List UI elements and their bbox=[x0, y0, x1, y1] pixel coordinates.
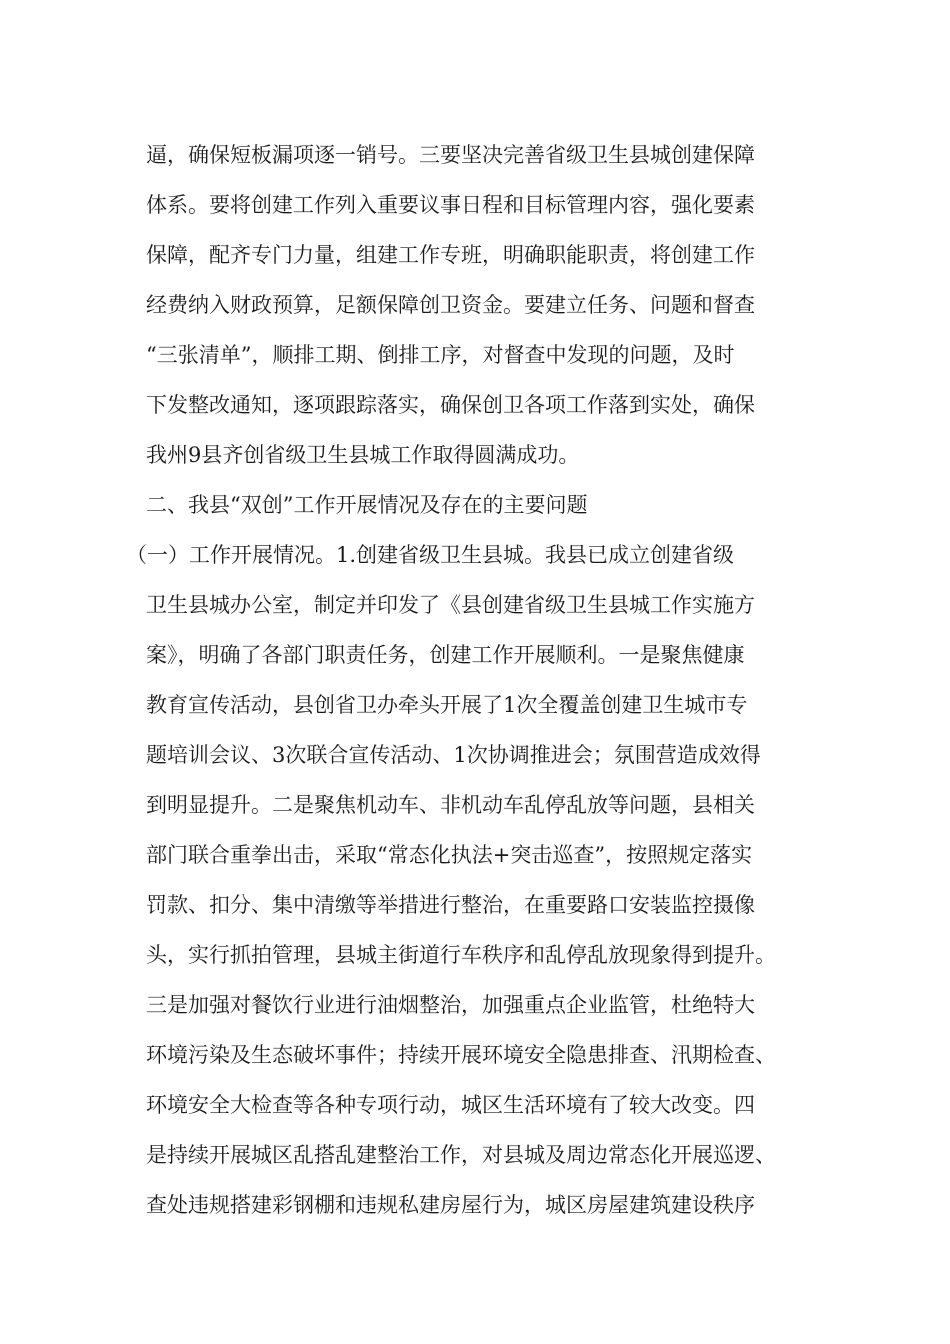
body-line: 到明显提升。二是聚焦机动车、非机动车乱停乱放等问题，县相关 bbox=[146, 793, 755, 817]
body-line: 我州9县齐创省级卫生县城工作取得圆满成功。 bbox=[146, 443, 580, 467]
body-line: 罚款、扣分、集中清缴等举措进行整治，在重要路口安装监控摄像 bbox=[146, 893, 755, 917]
body-line: 环境污染及生态破坏事件；持续开展环境安全隐患排查、汛期检查、 bbox=[146, 1043, 776, 1067]
body-line: “三张清单”，顺排工期、倒排工序，对督查中发现的问题，及时 bbox=[146, 343, 735, 367]
body-line: 卫生县城办公室，制定并印发了《县创建省级卫生县城工作实施方 bbox=[146, 593, 755, 617]
body-line: 保障，配齐专门力量，组建工作专班，明确职能职责，将创建工作 bbox=[146, 243, 755, 267]
body-line: 题培训会议、3次联合宣传活动、1次协调推进会；氛围营造成效得 bbox=[146, 743, 761, 767]
body-line: 教育宣传活动，县创省卫办牵头开展了1次全覆盖创建卫生城市专 bbox=[146, 693, 748, 717]
body-line: 体系。要将创建工作列入重要议事日程和目标管理内容，强化要素 bbox=[146, 193, 755, 217]
body-line: 头，实行抓拍管理，县城主街道行车秩序和乱停乱放现象得到提升。 bbox=[146, 943, 776, 967]
body-line: 三是加强对餐饮行业进行油烟整治，加强重点企业监管，杜绝特大 bbox=[146, 993, 755, 1017]
body-line: 经费纳入财政预算，足额保障创卫资金。要建立任务、问题和督查 bbox=[146, 293, 755, 317]
body-line: 是持续开展城区乱搭乱建整治工作，对县城及周边常态化开展巡逻、 bbox=[146, 1143, 776, 1167]
body-line: 部门联合重拳出击，采取“常态化执法+突击巡查”，按照规定落实 bbox=[146, 843, 753, 867]
body-line: 案》，明确了各部门职责任务，创建工作开展顺利。一是聚焦健康 bbox=[146, 643, 745, 667]
body-line: 环境安全大检查等各种专项行动，城区生活环境有了较大改变。四 bbox=[146, 1093, 755, 1117]
section-heading: 二、我县“双创”工作开展情况及存在的主要问题 bbox=[146, 493, 588, 517]
document-body bbox=[126, 130, 826, 1230]
body-line: 逼，确保短板漏项逐一销号。三要坚决完善省级卫生县城创建保障 bbox=[146, 143, 755, 167]
body-line: 查处违规搭建彩钢棚和违规私建房屋行为，城区房屋建筑建设秩序 bbox=[146, 1193, 755, 1217]
subsection-line: （一）工作开展情况。1.创建省级卫生县城。我县已成立创建省级 bbox=[126, 543, 735, 567]
body-line: 下发整改通知，逐项跟踪落实，确保创卫各项工作落到实处，确保 bbox=[146, 393, 755, 417]
